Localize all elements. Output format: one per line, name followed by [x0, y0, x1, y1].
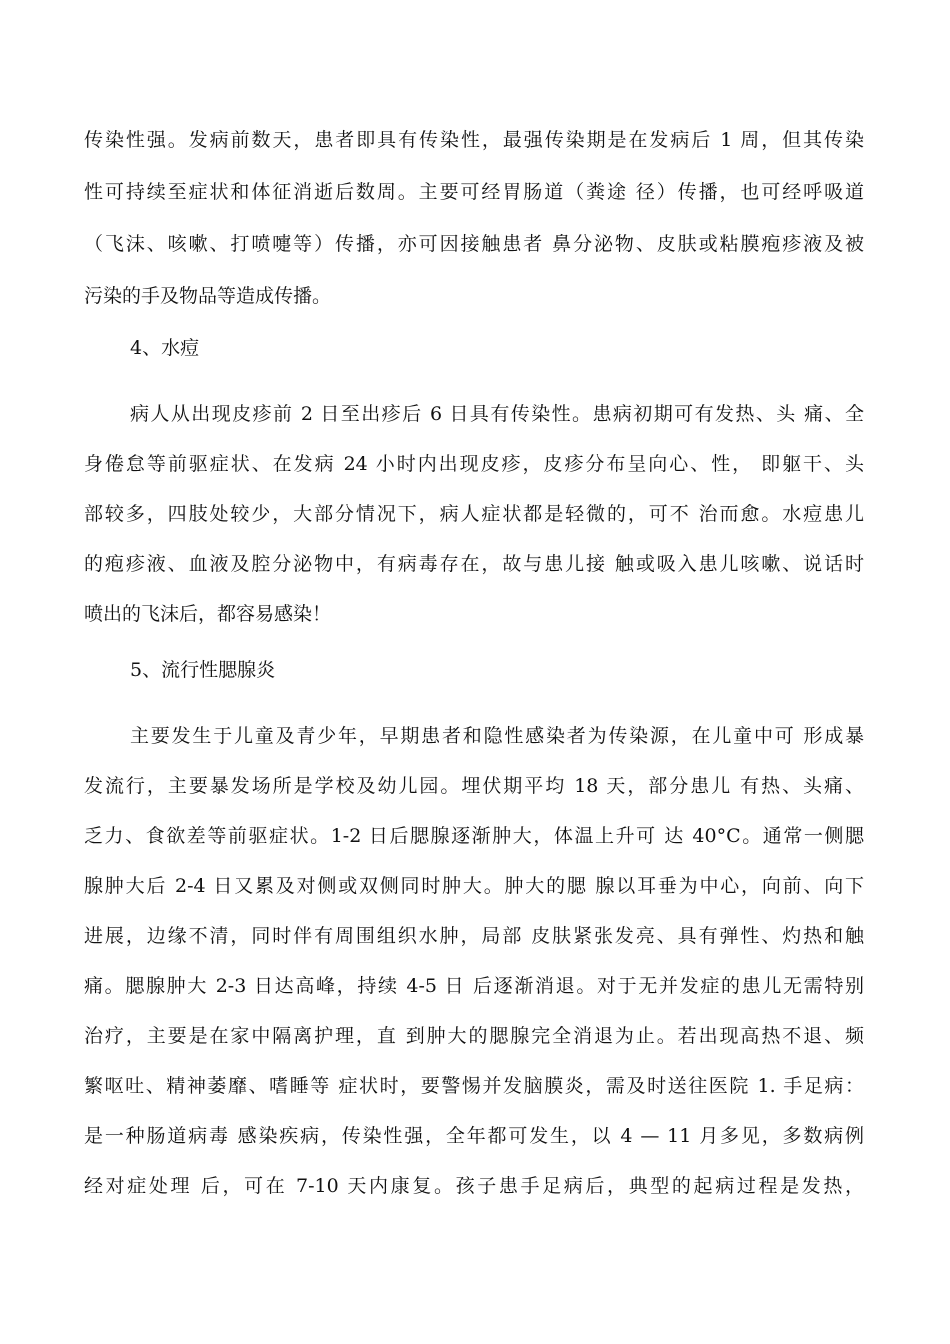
paragraph-1-line-2: 性可持续至症状和体征消逝后数周。主要可经胃肠道（粪途 径）传播，也可经呼吸道 [84, 181, 864, 203]
paragraph-3-line-1: 主要发生于儿童及青少年，早期患者和隐性感染者为传染源，在儿童中可 形成暴 [130, 725, 864, 747]
paragraph-2-line-1: 病人从出现皮疹前 2 日至出疹后 6 日具有传染性。患病初期可有发热、头 痛、全 [130, 403, 864, 425]
paragraph-3-line-9: 是一种肠道病毒 感染疾病，传染性强，全年都可发生，以 4 — 11 月多见，多数病例 [84, 1125, 864, 1147]
paragraph-3-line-2: 发流行，主要暴发场所是学校及幼儿园。埋伏期平均 18 天，部分患儿 有热、头痛、 [84, 775, 864, 797]
paragraph-2-line-5: 喷出的飞沫后，都容易感染！ [84, 603, 332, 625]
section-heading-mumps: 5、流行性腮腺炎 [130, 659, 276, 681]
paragraph-1-line-3: （飞沫、咳嗽、打喷嚏等）传播，亦可因接触患者 鼻分泌物、皮肤或粘膜疱疹液及被 [84, 233, 864, 255]
paragraph-3-line-3: 乏力、食欲差等前驱症状。1-2 日后腮腺逐渐肿大，体温上升可 达 40°C。通常一侧腮 [84, 825, 864, 847]
paragraph-3-line-10: 经对症处理 后，可在 7-10 天内康复。孩子患手足病后，典型的起病过程是发热， [84, 1175, 864, 1197]
paragraph-2-line-3: 部较多，四肢处较少，大部分情况下，病人症状都是轻微的，可不 治而愈。水痘患儿 [84, 503, 864, 525]
paragraph-3-line-7: 治疗，主要是在家中隔离护理，直 到肿大的腮腺完全消退为止。若出现高热不退、频 [84, 1025, 864, 1047]
paragraph-1-line-4: 污染的手及物品等造成传播。 [84, 285, 332, 307]
paragraph-1-line-1: 传染性强。发病前数天，患者即具有传染性，最强传染期是在发病后 1 周，但其传染 [84, 129, 864, 151]
paragraph-2-line-4: 的疱疹液、血液及腔分泌物中，有病毒存在，故与患儿接 触或吸入患儿咳嗽、说话时 [84, 553, 864, 575]
paragraph-3-line-8: 繁呕吐、精神萎靡、嗜睡等 症状时，要警惕并发脑膜炎，需及时送往医院 1. 手足病： [84, 1075, 864, 1097]
paragraph-3-line-6: 痛。腮腺肿大 2-3 日达高峰，持续 4-5 日 后逐渐消退。对于无并发症的患儿无需特别 [84, 975, 864, 997]
section-heading-varicella: 4、水痘 [130, 337, 200, 359]
paragraph-3-line-4: 腺肿大后 2-4 日又累及对侧或双侧同时肿大。肿大的腮 腺以耳垂为中心，向前、向下 [84, 875, 864, 897]
paragraph-2-line-2: 身倦怠等前驱症状、在发病 24 小时内出现皮疹，皮疹分布呈向心、性， 即躯干、头 [84, 453, 864, 475]
paragraph-3-line-5: 进展，边缘不清，同时伴有周围组织水肿，局部 皮肤紧张发亮、具有弹性、灼热和触 [84, 925, 864, 947]
